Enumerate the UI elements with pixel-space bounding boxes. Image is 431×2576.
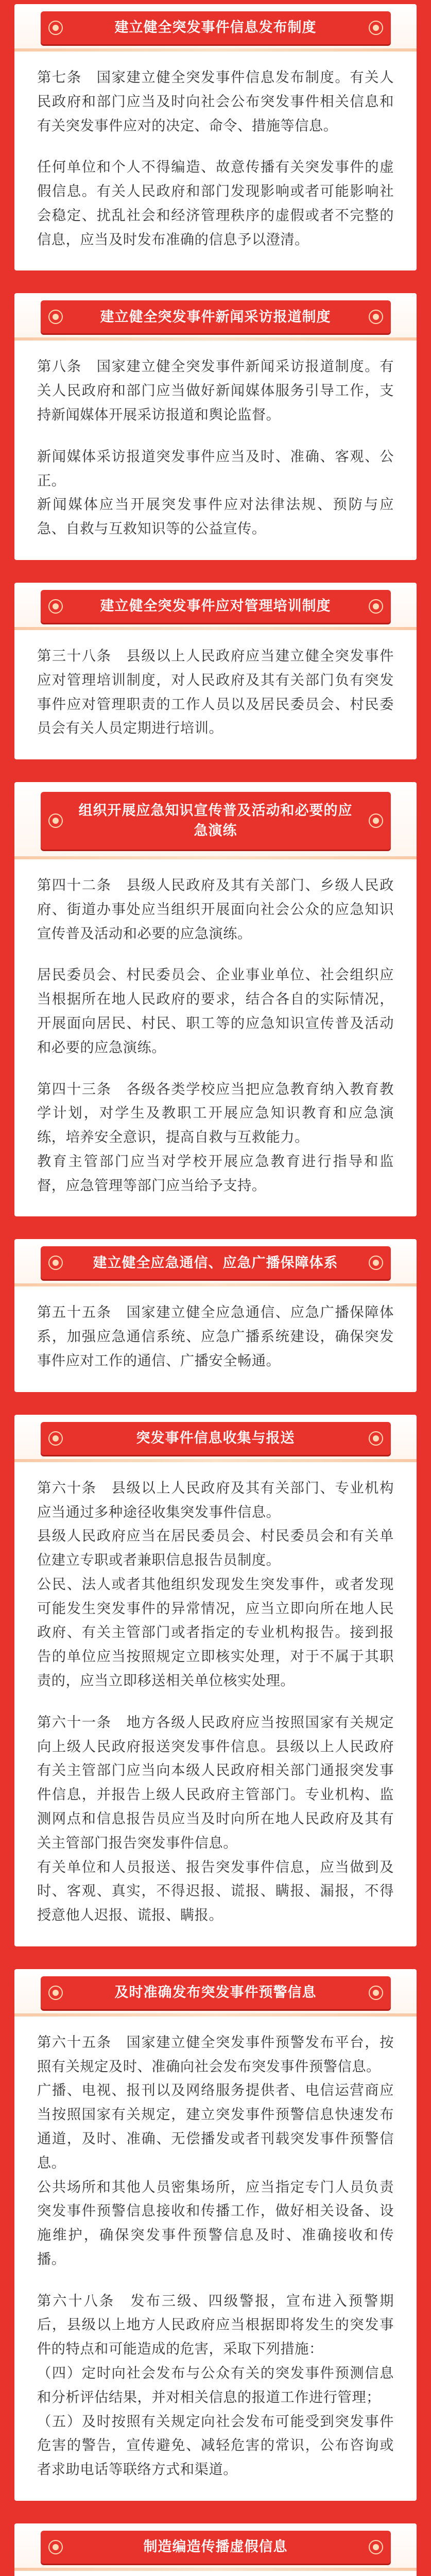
section-header — [14, 1415, 417, 1462]
paragraph: （五）及时按照有关规定向社会发布可能受到突发事件危害的警告，宣传避免、减轻危害的常识，公布咨询或者求助电话等联络方式和渠道。 — [37, 2413, 394, 2478]
section-header — [14, 583, 417, 630]
paragraph: 第七条 国家建立健全突发事件信息发布制度。有关人民政府和部门应当及时向社会公布突发事件相关信息和有关突发事件应对的决定、命令、措施等信息。 — [37, 70, 394, 134]
section-info-collection — [14, 1415, 417, 1946]
ornament-right-icon — [368, 813, 384, 828]
section-body — [14, 341, 417, 560]
paragraph: （四）定时向社会发布与公众有关的突发事件预测信息和分析评估结果，并对相关信息的报道工作进行管理； — [37, 2365, 394, 2405]
ornament-right-icon — [368, 20, 384, 36]
paragraph: 第四十三条 各级各类学校应当把应急教育纳入教育教学计划，对学生及教职工开展应急知识教育和应急演练，培养安全意识，提高自救与互救能力。 — [37, 1081, 394, 1146]
paragraph: 公民、法人或者其他组织发现发生突发事件，或者发现可能发生突发事件的异常情况，应当立即向所在地人民政府、有关主管部门或者指定的专业机构报告。接到报告的单位应当按照规定立即核实处理，对于不属于其职责的，应当立即移送相关单位核实处理。 — [37, 1576, 394, 1689]
section-banner — [41, 11, 391, 44]
ornament-left-icon — [48, 309, 63, 325]
section-title: 及时准确发布突发事件预警信息 — [114, 1985, 317, 2001]
paragraph: 第六十条 县级以上人民政府及其有关部门、专业机构应当通过多种途径收集突发事件信息。 — [37, 1480, 394, 1520]
section-header — [14, 4, 417, 52]
section-banner — [41, 2531, 391, 2564]
paragraph: 任何单位和个人不得编造、故意传播有关突发事件的虚假信息。有关人民政府和部门发现影响或者可能影响社会稳定、扰乱社会和经济管理秩序的虚假或者不完整的信息，应当及时发布准确的信息予以澄清。 — [37, 159, 394, 248]
ornament-left-icon — [48, 1431, 63, 1446]
section-banner — [41, 590, 391, 623]
section-banner — [41, 1976, 391, 2009]
paragraph: 新闻媒体采访报道突发事件应当及时、准确、客观、公正。 — [37, 448, 394, 489]
paragraph: 第六十八条 发布三级、四级警报，宣布进入预警期后，县级以上地方人民政府应当根据即将发生的突发事件的特点和可能造成的危害，采取下列措施： — [37, 2293, 394, 2358]
section-body — [14, 1286, 417, 1392]
ornament-right-icon — [368, 1431, 384, 1446]
paragraph: 第五十五条 国家建立健全应急通信、应急广播保障体系，加强应急通信系统、应急广播系统建设，确保突发事件应对工作的通信、广播安全畅通。 — [37, 1304, 394, 1369]
ornament-right-icon — [368, 2539, 384, 2555]
section-false-info — [14, 2523, 417, 2576]
section-banner — [41, 1246, 391, 1279]
top-strip — [0, 0, 431, 4]
paragraph: 第四十二条 县级人民政府及其有关部门、乡级人民政府、街道办事处应当组织开展面向社会公众的应急知识宣传普及活动和必要的应急演练。 — [37, 877, 394, 942]
section-training — [14, 583, 417, 759]
paragraph: 第八条 国家建立健全突发事件新闻采访报道制度。有关人民政府和部门应当做好新闻媒体服务引导工作，支持新闻媒体开展采访报道和舆论监督。 — [37, 359, 394, 423]
section-body — [14, 859, 417, 1216]
ornament-right-icon — [368, 599, 384, 614]
section-title: 建立健全应急通信、应急广播保障体系 — [93, 1255, 338, 1271]
ornament-right-icon — [368, 1255, 384, 1270]
section-banner — [41, 1422, 391, 1455]
section-body — [14, 1462, 417, 1946]
section-news-reporting — [14, 293, 417, 560]
section-header — [14, 293, 417, 341]
section-warning-release — [14, 1969, 417, 2501]
section-banner — [41, 792, 391, 850]
section-communication — [14, 1239, 417, 1392]
ornament-left-icon — [48, 2539, 63, 2555]
ornament-left-icon — [48, 20, 63, 36]
ornament-right-icon — [368, 309, 384, 325]
section-info-release — [14, 4, 417, 270]
paragraph: 有关单位和人员报送、报告突发事件信息，应当做到及时、客观、真实，不得迟报、谎报、瞒报、漏报，不得授意他人迟报、谎报、瞒报。 — [37, 1859, 394, 1924]
section-header — [14, 2523, 417, 2571]
section-body — [14, 2016, 417, 2501]
ornament-left-icon — [48, 599, 63, 614]
paragraph: 第六十五条 国家建立健全突发事件预警发布平台，按照有关规定及时、准确向社会发布突发事件预警信息。 — [37, 2034, 394, 2075]
paragraph: 第六十一条 地方各级人民政府应当按照国家有关规定向上级人民政府报送突发事件信息。县级以上人民政府有关主管部门应当向本级人民政府相关部门通报突发事件信息，并报告上级人民政府主管部门。专业机构、监测网点和信息报告员应当及时向所在地人民政府及其有关主管部门报告突发事件信息。 — [37, 1714, 394, 1851]
section-body — [14, 2571, 417, 2576]
section-header — [14, 1239, 417, 1286]
paragraph: 居民委员会、村民委员会、企业事业单位、社会组织应当根据所在地人民政府的要求，结合各自的实际情况，开展面向居民、村民、职工等的应急知识宣传普及活动和必要的应急演练。 — [37, 967, 394, 1056]
paragraph: 教育主管部门应当对学校开展应急教育进行指导和监督，应急管理等部门应当给予支持。 — [37, 1153, 394, 1194]
section-body — [14, 52, 417, 270]
section-title: 组织开展应急知识宣传普及活动和必要的应急演练 — [78, 802, 353, 839]
section-title: 建立健全突发事件新闻采访报道制度 — [100, 309, 331, 325]
section-knowledge-drills — [14, 782, 417, 1216]
ornament-left-icon — [48, 1255, 63, 1270]
section-title: 建立健全突发事件信息发布制度 — [114, 20, 317, 36]
section-header — [14, 782, 417, 859]
ornament-right-icon — [368, 1985, 384, 2001]
section-banner — [41, 300, 391, 333]
section-header — [14, 1969, 417, 2016]
section-title: 建立健全突发事件应对管理培训制度 — [100, 598, 331, 615]
paragraph: 第三十八条 县级以上人民政府应当建立健全突发事件应对管理培训制度，对人民政府及其有关部门负有突发事件应对管理职责的工作人员以及居民委员会、村民委员会有关人员定期进行培训。 — [37, 648, 394, 737]
section-title: 突发事件信息收集与报送 — [136, 1430, 295, 1447]
paragraph: 公共场所和其他人员密集场所，应当指定专门人员负责突发事件预警信息接收和传播工作，做好相关设备、设施维护，确保突发事件预警信息及时、准确接收和传播。 — [37, 2179, 394, 2267]
paragraph: 县级人民政府应当在居民委员会、村民委员会和有关单位建立专职或者兼职信息报告员制度。 — [37, 1528, 394, 1569]
section-title: 制造编造传播虚假信息 — [143, 2539, 288, 2555]
section-body — [14, 630, 417, 759]
paragraph: 新闻媒体应当开展突发事件应对法律法规、预防与应急、自救与互救知识等的公益宣传。 — [37, 497, 394, 537]
ornament-left-icon — [48, 813, 63, 828]
ornament-left-icon — [48, 1985, 63, 2001]
paragraph: 广播、电视、报刊以及网络服务提供者、电信运营商应当按照国家有关规定，建立突发事件预警信息快速发布通道，及时、准确、无偿播发或者刊载突发事件预警信息。 — [37, 2082, 394, 2171]
